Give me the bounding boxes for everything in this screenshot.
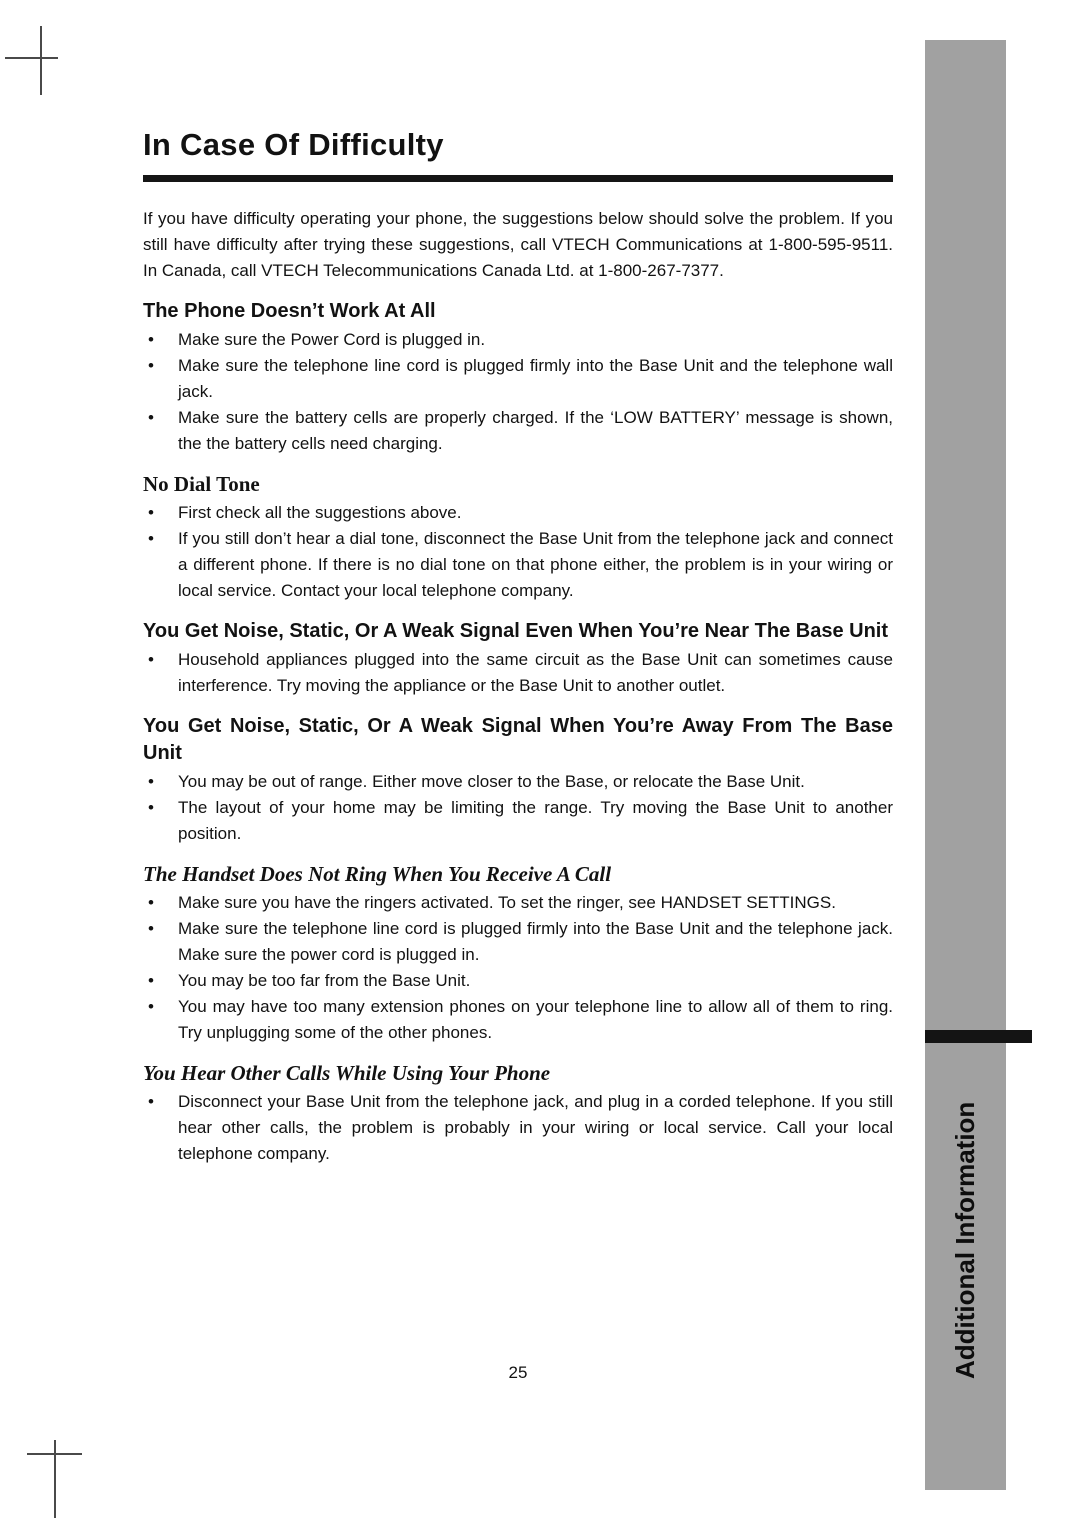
- bullet-item: • Make sure you have the ringers activated. To set the ringer, see HANDSET SETTINGS.: [143, 890, 893, 916]
- crop-mark-top-left-vertical: [40, 26, 42, 95]
- bullet-item: • You may have too many extension phones on your telephone line to allow all of them to ring. Try unplugging some of the other phones.: [143, 994, 893, 1046]
- section-handset-does-not-ring: [143, 861, 893, 1046]
- section-noise-near-base: [143, 618, 893, 699]
- bullet-item: • Make sure the Power Cord is plugged in.: [143, 327, 893, 353]
- bullet-item: • First check all the suggestions above.: [143, 500, 893, 526]
- bullet-item: • The layout of your home may be limiting the range. Try moving the Base Unit to another position.: [143, 795, 893, 847]
- section-heading: No Dial Tone: [143, 472, 260, 496]
- sidebar-black-bar: [925, 1030, 1032, 1043]
- bullet-item: • Make sure the battery cells are properly charged. If the ‘LOW BATTERY’ message is shown, the the battery cells need charging.: [143, 405, 893, 457]
- crop-mark-bottom-left-vertical: [54, 1440, 56, 1518]
- section-heading: The Handset Does Not Ring When You Receive A Call: [143, 862, 612, 886]
- section-heading: The Phone Doesn’t Work At All: [143, 300, 436, 322]
- bullet-item: • You may be out of range. Either move closer to the Base, or relocate the Base Unit.: [143, 769, 893, 795]
- page-content: [143, 126, 893, 1167]
- bullet-list: [143, 1089, 893, 1167]
- section-noise-away-from-base: [143, 713, 893, 847]
- bullet-list: [143, 327, 893, 457]
- section-heading: You Hear Other Calls While Using Your Phone: [143, 1061, 551, 1085]
- bullet-list: [143, 500, 893, 604]
- bullet-list: [143, 647, 893, 699]
- bullet-item: • Household appliances plugged into the same circuit as the Base Unit can sometimes cause interference. Try moving the appliance or the Base Unit to another outlet.: [143, 647, 893, 699]
- bullet-item: • Make sure the telephone line cord is plugged firmly into the Base Unit and the telephone wall jack.: [143, 353, 893, 405]
- section-hear-other-calls: [143, 1060, 893, 1167]
- section-heading: You Get Noise, Static, Or A Weak Signal Even When You’re Near The Base Unit: [143, 620, 888, 642]
- section-phone-doesnt-work: [143, 298, 893, 457]
- title-rule: [143, 175, 893, 182]
- bullet-list: [143, 890, 893, 1046]
- section-no-dial-tone: [143, 471, 893, 604]
- intro-paragraph: If you have difficulty operating your phone, the suggestions below should solve the problem. If you still have difficulty after trying these suggestions, call VTECH Communications at 1-800-595-9511. In Canada, call VTECH Telecommunications Canada Ltd. at 1-800-267-7377.: [143, 209, 893, 280]
- section-heading: You Get Noise, Static, Or A Weak Signal When You’re Away From The Base Unit: [143, 715, 893, 764]
- page-title: In Case Of Difficulty: [143, 127, 444, 162]
- bullet-item: • If you still don’t hear a dial tone, disconnect the Base Unit from the telephone jack and connect a different phone. If there is no dial tone on that phone either, the problem is in your wiring or local service. Contact your local telephone company.: [143, 526, 893, 604]
- page-number: 25: [508, 1363, 528, 1382]
- bullet-item: • Make sure the telephone line cord is plugged firmly into the Base Unit and the telephone jack. Make sure the power cord is plugged in.: [143, 916, 893, 968]
- crop-mark-bottom-left-horizontal: [27, 1453, 82, 1455]
- bullet-list: [143, 769, 893, 847]
- bullet-item: • Disconnect your Base Unit from the telephone jack, and plug in a corded telephone. If you still hear other calls, the problem is probably in your wiring or local service. Call your local telephone company.: [143, 1089, 893, 1167]
- sidebar-label: Additional Information: [950, 1101, 980, 1379]
- crop-mark-top-left-horizontal: [5, 57, 58, 59]
- bullet-item: • You may be too far from the Base Unit.: [143, 968, 893, 994]
